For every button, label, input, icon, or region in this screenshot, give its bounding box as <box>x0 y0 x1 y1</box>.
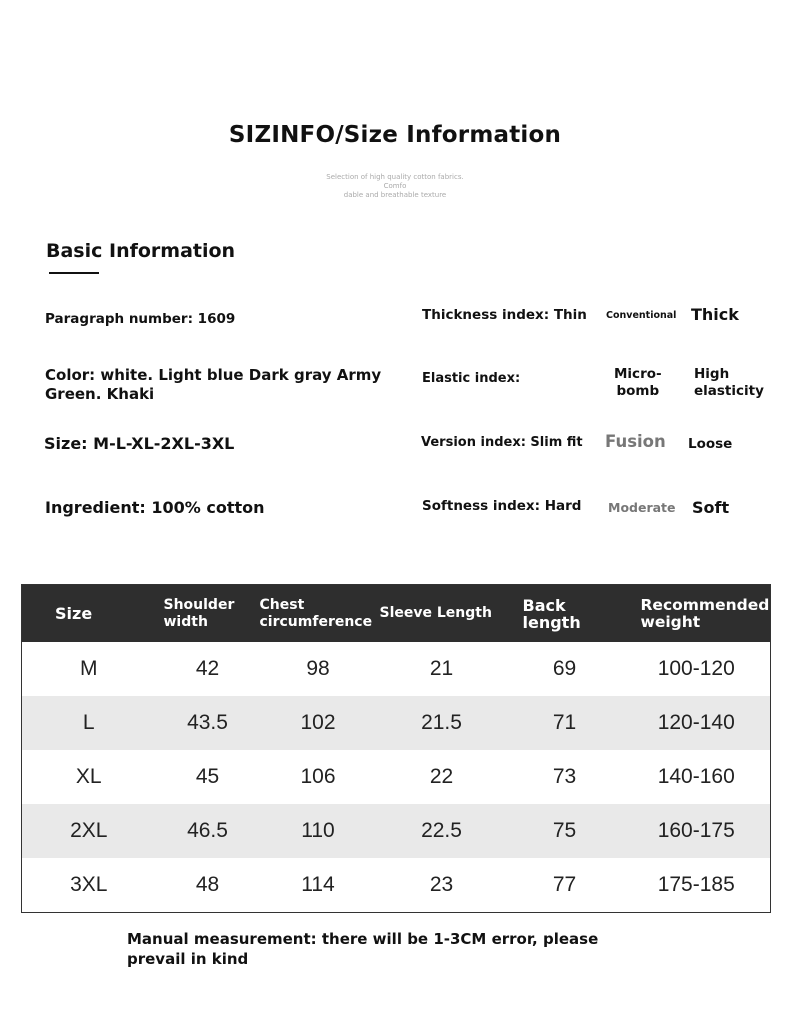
cell-sleeve: 21.5 <box>377 696 507 750</box>
subtitle-line-1: Selection of high quality cotton fabrics. Comfo <box>326 173 464 190</box>
size-info: Size: M-L-XL-2XL-3XL <box>44 434 235 453</box>
header-recommended-weight: Recommended weight <box>623 585 771 643</box>
header-sleeve-length: Sleeve Length <box>377 585 507 643</box>
thickness-index-label: Thickness index: Thin <box>422 307 587 323</box>
cell-size: M <box>80 657 98 680</box>
cell-size: 2XL <box>22 804 156 858</box>
table-row <box>22 642 771 696</box>
cell-back: 77 <box>552 873 577 896</box>
table-header-row <box>22 585 771 643</box>
version-high: Loose <box>688 436 733 452</box>
version-index-label: Version index: Slim fit <box>421 435 583 450</box>
elastic-index-label: Elastic index: <box>422 371 521 386</box>
cell-size: 3XL <box>70 873 108 896</box>
thickness-high: Thick <box>691 305 739 324</box>
section-title: Basic Information <box>46 240 236 262</box>
header-shoulder-width: Shoulder width <box>156 585 260 643</box>
cell-shoulder: 48 <box>195 873 220 896</box>
color-info: Color: white. Light blue Dark gray Army Green. Khaki <box>45 366 382 403</box>
table-row <box>22 804 771 858</box>
cell-chest: 106 <box>300 765 336 788</box>
cell-shoulder: 45 <box>195 765 220 788</box>
cell-back: 73 <box>552 765 577 788</box>
cell-shoulder: 42 <box>195 657 220 680</box>
table-row <box>22 696 771 750</box>
cell-chest: 102 <box>260 696 377 750</box>
measurement-note: Manual measurement: there will be 1-3CM error, please prevail in kind <box>127 930 599 968</box>
cell-sleeve: 21 <box>429 657 454 680</box>
cell-weight: 175-185 <box>657 873 735 896</box>
table-row <box>22 858 771 913</box>
version-mid: Fusion <box>605 432 666 451</box>
cell-sleeve: 22 <box>429 765 454 788</box>
softness-index-label: Softness index: Hard <box>422 498 582 514</box>
cell-weight: 100-120 <box>657 657 735 680</box>
cell-sleeve: 23 <box>429 873 454 896</box>
ingredient-info: Ingredient: 100% cotton <box>45 498 265 517</box>
size-table <box>21 584 771 913</box>
softness-mid: Moderate <box>608 500 676 515</box>
paragraph-number: Paragraph number: 1609 <box>45 311 236 327</box>
subtitle-line-2: dable and breathable texture <box>343 191 447 199</box>
elastic-high: High elasticity <box>694 366 764 399</box>
header-back-length: Back length <box>507 585 623 643</box>
cell-chest: 114 <box>301 873 335 896</box>
cell-shoulder: 43.5 <box>156 696 260 750</box>
cell-shoulder: 46.5 <box>156 804 260 858</box>
softness-high: Soft <box>692 498 730 517</box>
cell-sleeve: 22.5 <box>377 804 507 858</box>
cell-back: 69 <box>552 657 577 680</box>
cell-chest: 98 <box>306 657 330 680</box>
header-size: Size <box>22 585 156 643</box>
cell-weight: 160-175 <box>623 804 771 858</box>
cell-size: L <box>22 696 156 750</box>
elastic-mid: Micro- bomb <box>614 366 662 399</box>
cell-weight: 140-160 <box>657 765 735 788</box>
page-title: SIZINFO/Size Information <box>228 122 562 148</box>
thickness-mid: Conventional <box>606 310 677 321</box>
cell-size: XL <box>75 765 102 788</box>
header-chest-circumference: Chest circumference <box>260 585 377 643</box>
cell-back: 75 <box>507 804 623 858</box>
section-underline <box>49 272 99 274</box>
cell-back: 71 <box>507 696 623 750</box>
cell-weight: 120-140 <box>623 696 771 750</box>
page-subtitle <box>315 173 475 200</box>
table-row <box>22 750 771 804</box>
cell-chest: 110 <box>260 804 377 858</box>
